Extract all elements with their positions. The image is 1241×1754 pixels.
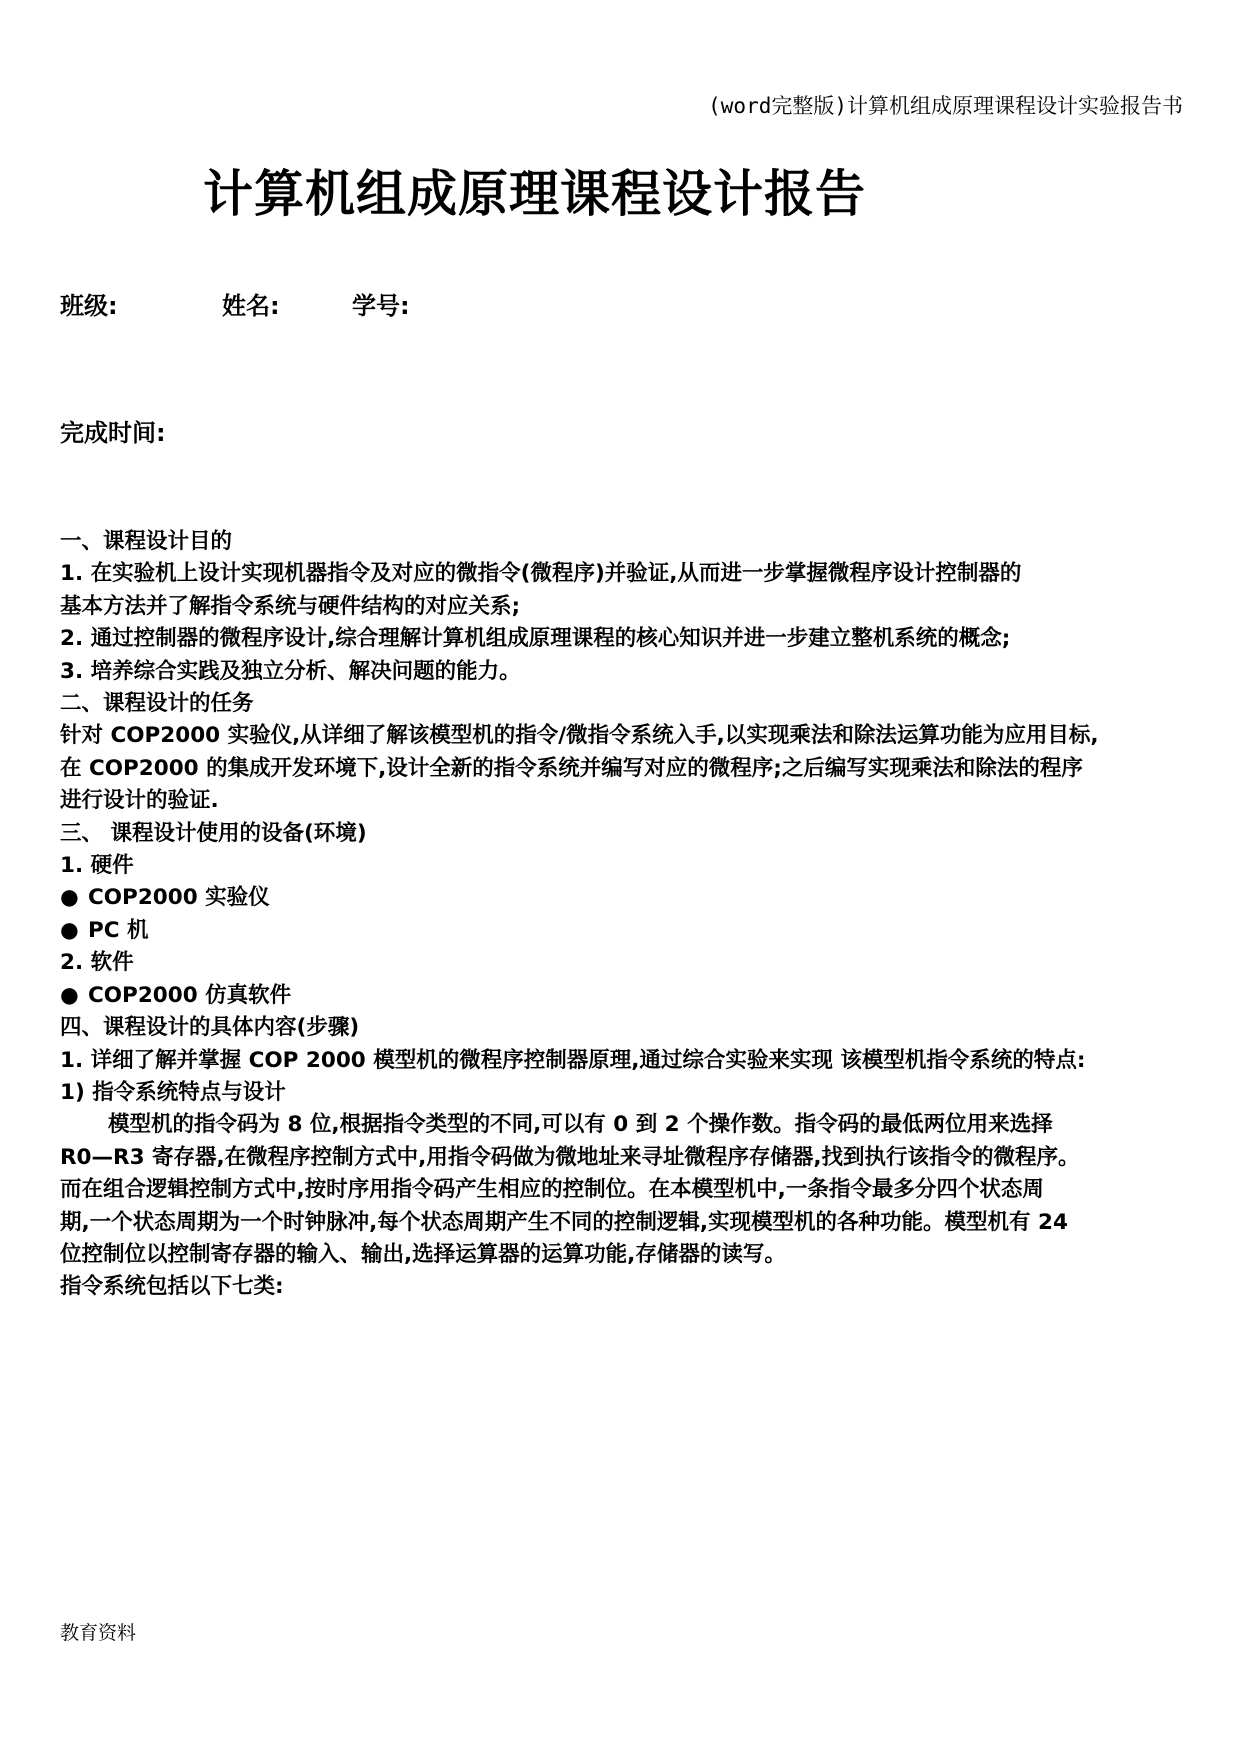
bullet-item bbox=[60, 882, 1190, 914]
body-line: 1) 指令系统特点与设计 bbox=[60, 1079, 286, 1105]
completion-time-label: 完成时间: bbox=[60, 419, 166, 447]
report-body bbox=[60, 526, 1190, 1304]
body-line: 在 COP2000 的集成开发环境下,设计全新的指令系统并编写对应的微程序;之后编写实现乘法和除法的程序 bbox=[60, 755, 1083, 781]
body-line: R0—R3 寄存器,在微程序控制方式中,用指令码做为微地址来寻址微程序存储器,找到执行该指令的微程序。 bbox=[60, 1144, 1080, 1170]
bullet-icon: ● bbox=[60, 982, 79, 1008]
body-line: 指令系统包括以下七类: bbox=[60, 1274, 284, 1300]
document-title: 计算机组成原理课程设计报告 bbox=[203, 165, 866, 223]
bullet-text: COP2000 仿真软件 bbox=[88, 982, 292, 1008]
body-line: 1. 硬件 bbox=[60, 853, 134, 879]
bullet-text: PC 机 bbox=[88, 917, 149, 943]
body-line: 2. 软件 bbox=[60, 950, 134, 976]
body-line: 1. 在实验机上设计实现机器指令及对应的微指令(微程序)并验证,从而进一步掌握微程序设计控制器的 bbox=[60, 561, 1022, 587]
body-line: 进行设计的验证. bbox=[60, 788, 219, 814]
body-line: 而在组合逻辑控制方式中,按时序用指令码产生相应的控制位。在本模型机中,一条指令最多分四个状态周 bbox=[60, 1177, 1044, 1203]
bullet-text: COP2000 实验仪 bbox=[88, 885, 270, 911]
bullet-icon: ● bbox=[60, 885, 79, 911]
body-line: 位控制位以控制寄存器的输入、输出,选择运算器的运算功能,存储器的读写。 bbox=[60, 1241, 786, 1267]
bullet-item bbox=[60, 915, 1190, 947]
section-heading-1: 一、课程设计目的 bbox=[60, 529, 233, 554]
body-line: 针对 COP2000 实验仪,从详细了解该模型机的指令/微指令系统入手,以实现乘法和除法运算功能为应用目标, bbox=[60, 723, 1099, 749]
body-line: 模型机的指令码为 8 位,根据指令类型的不同,可以有 0 到 2 个操作数。指令码的最低两位用来选择 bbox=[108, 1112, 1053, 1138]
bullet-item bbox=[60, 980, 1190, 1012]
body-line: 2. 通过控制器的微程序设计,综合理解计算机组成原理课程的核心知识并进一步建立整机系统的概念; bbox=[60, 626, 1011, 652]
body-line: 期,一个状态周期为一个时钟脉冲,每个状态周期产生不同的控制逻辑,实现模型机的各种功能。模型机有 24 bbox=[60, 1209, 1068, 1235]
student-id-label: 学号: bbox=[352, 292, 410, 320]
body-line: 1. 详细了解并掌握 COP 2000 模型机的微程序控制器原理,通过综合实验来实现 该模型机指令系统的特点: bbox=[60, 1047, 1086, 1073]
name-label: 姓名: bbox=[222, 292, 280, 320]
section-heading-2: 二、课程设计的任务 bbox=[60, 691, 254, 717]
class-label: 班级: bbox=[60, 292, 118, 320]
section-heading-4: 四、课程设计的具体内容(步骤) bbox=[60, 1015, 360, 1041]
bullet-icon: ● bbox=[60, 917, 79, 943]
page-footer: 教育资料 bbox=[60, 1622, 137, 1644]
section-heading-3: 三、 课程设计使用的设备(环境) bbox=[60, 820, 367, 846]
running-header: (word完整版)计算机组成原理课程设计实验报告书 bbox=[708, 94, 1183, 118]
body-line: 基本方法并了解指令系统与硬件结构的对应关系; bbox=[60, 593, 521, 619]
body-line: 3. 培养综合实践及独立分析、解决问题的能力。 bbox=[60, 658, 521, 684]
